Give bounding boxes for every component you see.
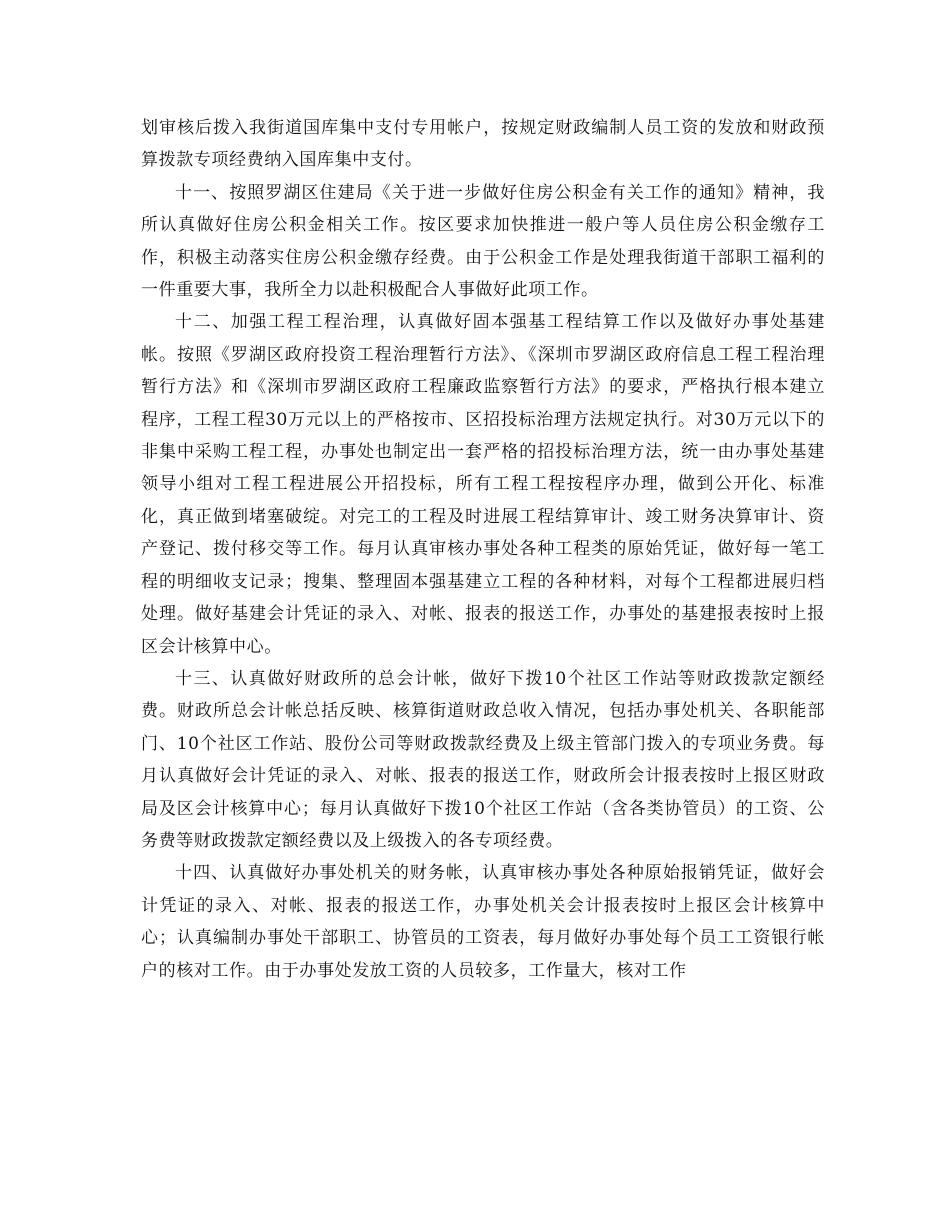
paragraph-item-14: 十四、认真做好办事处机关的财务帐，认真审核办事处各种原始报销凭证，做好会计凭证的录入、对帐、报表的报送工作，办事处机关会计报表按时上报区会计核算中心；认真编制办事处干部职工、协管员的工资表，每月做好办事处每个员工工资银行帐户的核对工作。由于办事处发放工资的人员较多，工作量大，核对工作 [141, 863, 825, 981]
document-body [141, 112, 825, 987]
paragraph-item-13: 十三、认真做好财政所的总会计帐，做好下拨10个社区工作站等财政拨款定额经费。财政所总会计帐总括反映、核算街道财政总收入情况，包括办事处机关、各职能部门、10个社区工作站、股份公司等财政拨款经费及上级主管部门拨入的专项业务费。每月认真做好会计凭证的录入、对帐、报表的报送工作，财政所会计报表按时上报区财政局及区会计核算中心；每月认真做好下拨10个社区工作站（含各类协管员）的工资、公务费等财政拨款定额经费以及上级拨入的各专项经费。 [141, 668, 825, 851]
paragraph-continued: 划审核后拨入我街道国库集中支付专用帐户，按规定财政编制人员工资的发放和财政预算拨款专项经费纳入国库集中支付。 [141, 118, 825, 171]
paragraph-item-12: 十二、加强工程工程治理，认真做好固本强基工程结算工作以及做好办事处基建帐。按照《罗湖区政府投资工程治理暂行方法》、《深圳市罗湖区政府信息工程工程治理暂行方法》和《深圳市罗湖区政府工程廉政监察暂行方法》的要求，严格执行根本建立程序，工程工程30万元以上的严格按市、区招投标治理方法规定执行。对30万元以下的非集中采购工程工程，办事处也制定出一套严格的招投标治理方法，统一由办事处基建领导小组对工程工程进展公开招投标，所有工程工程按程序办理，做到公开化、标准化，真正做到堵塞破绽。对完工的工程及时进展工程结算审计、竣工财务决算审计、资产登记、拨付移交等工作。每月认真审核办事处各种工程类的原始凭证，做好每一笔工程的明细收支记录；搜集、整理固本强基建立工程的各种材料，对每个工程都进展归档处理。做好基建会计凭证的录入、对帐、报表的报送工作，办事处的基建报表按时上报区会计核算中心。 [141, 312, 825, 657]
paragraph-item-11: 十一、按照罗湖区住建局《关于进一步做好住房公积金有关工作的通知》精神，我所认真做好住房公积金相关工作。按区要求加快推进一般户等人员住房公积金缴存工作，积极主动落实住房公积金缴存经费。由于公积金工作是处理我街道干部职工福利的一件重要大事，我所全力以赴积极配合人事做好此项工作。 [141, 182, 825, 301]
